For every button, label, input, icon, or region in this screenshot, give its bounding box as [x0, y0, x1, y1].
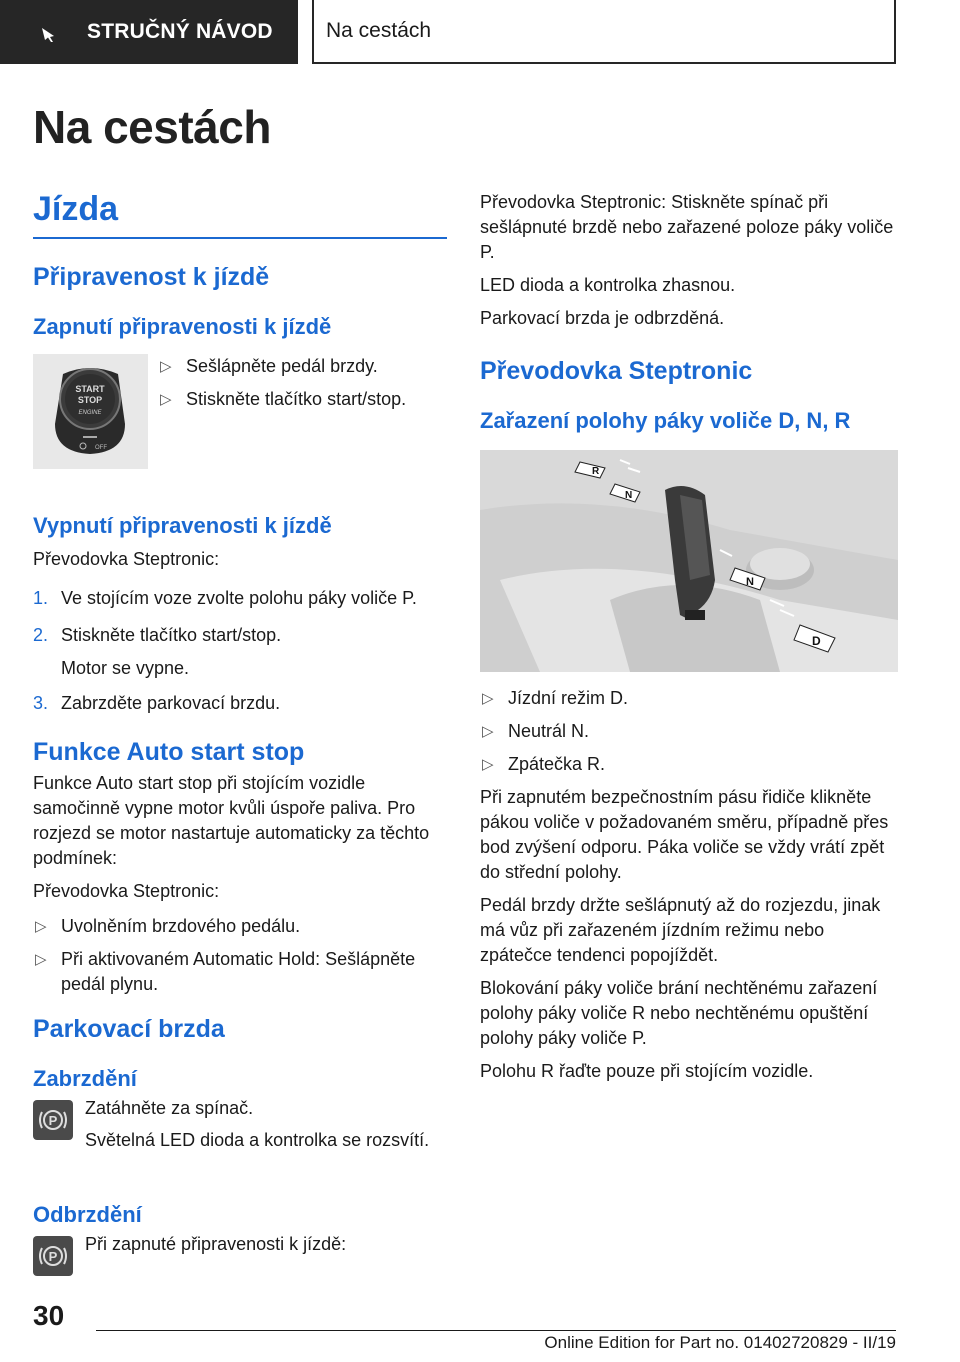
triangle-bullet-icon: ▷: [160, 391, 172, 408]
heading-apply: Zabrzdění: [33, 1066, 137, 1091]
right-para4: Polohu R řaďte pouze při stojícím vozidle.: [480, 1061, 814, 1081]
apply-p2: Světelná LED dioda a kontrolka se rozsvítí.: [85, 1130, 430, 1150]
list-item: 2. Stiskněte tlačítko start/stop. Motor se vypne.: [33, 623, 447, 681]
list-item: ▷ Stiskněte tlačítko start/stop.: [158, 387, 448, 412]
off-intro: Převodovka Steptronic:: [33, 549, 220, 569]
auto-paragraph: Funkce Auto start stop při stojícím vozidle samočinně vypne motor kvůli úspoře paliva. Pro rozjezd se motor nastartuje automaticky za těchto podmínek:: [33, 773, 430, 868]
gear-selector-image: [480, 450, 898, 672]
heading-readiness-off: Vypnutí připravenosti k jízdě: [33, 513, 332, 538]
start-label: START: [75, 384, 105, 394]
gear-label-n-bottom: N: [746, 576, 754, 588]
list-item: 1. Ve stojícím voze zvolte polohu páky voliče P.: [33, 588, 417, 608]
section-rule: [33, 237, 447, 239]
start-stop-button-image: [33, 354, 148, 469]
off-label: OFF: [95, 445, 107, 451]
readiness-on-list: [158, 354, 448, 420]
heading-release: Odbrzdění: [33, 1202, 142, 1227]
apply-block: [33, 1096, 447, 1172]
header-section-label: Na cestách: [326, 19, 432, 42]
section-title-jizda: Jízda: [33, 190, 119, 228]
heading-auto-start-stop: Funkce Auto start stop: [33, 738, 305, 766]
right-p3: Parkovací brzda je odbrzděná.: [480, 308, 725, 328]
triangle-bullet-icon: ▷: [160, 358, 172, 375]
list-item: ▷ Zpátečka R.: [480, 752, 898, 777]
quick-guide-icon: [40, 26, 62, 42]
list-item: ▷ Jízdní režim D.: [480, 686, 898, 711]
auto-intro: Převodovka Steptronic:: [33, 881, 220, 901]
list-item: ▷ Uvolněním brzdového pedálu.: [33, 914, 447, 939]
triangle-bullet-icon: ▷: [482, 690, 494, 707]
list-item: 3. Zabrzděte parkovací brzdu.: [33, 693, 281, 713]
heading-steptronic: Převodovka Steptronic: [480, 357, 753, 385]
footer-edition: Online Edition for Part no. 01402720829 - II/19: [544, 1333, 896, 1352]
gear-label-r: R: [592, 466, 600, 477]
release-p: Při zapnuté připravenosti k jízdě:: [85, 1234, 347, 1254]
stop-label: STOP: [77, 395, 103, 405]
heading-parking-brake: Parkovací brzda: [33, 1015, 225, 1043]
parking-brake-icon: [33, 1100, 73, 1140]
readiness-on-block: [33, 354, 447, 499]
engine-label: ENGINE: [78, 410, 102, 416]
gear-label-n-top: N: [625, 490, 633, 501]
page-number: 30: [33, 1300, 65, 1331]
right-para2: Pedál brzdy držte sešlápnutý až do rozjezdu, jinak má vůz při zařazeném jízdním režimu nebo zpátečce tendenci popojíždět.: [480, 895, 881, 965]
apply-p1: Zatáhněte za spínač.: [85, 1098, 254, 1118]
right-p2: LED dioda a kontrolka zhasnou.: [480, 275, 736, 295]
gear-label-d: D: [812, 634, 821, 648]
release-block: [33, 1232, 447, 1282]
right-para1: Při zapnutém bezpečnostním pásu řidiče klikněte pákou voliče v požadovaném směru, případně přes bod zvýšení odporu. Páka voliče se vždy vrátí zpět do střední polohy.: [480, 787, 889, 882]
start-stop-illustration: [33, 354, 148, 469]
list-item: ▷ Sešlápněte pedál brzdy.: [158, 354, 448, 379]
header-section: [312, 0, 896, 64]
heading-gear-positions: Zařazení polohy páky voliče D, N, R: [480, 408, 851, 433]
list-item: ▷ Neutrál N.: [480, 719, 898, 744]
footer-rule: [96, 1330, 896, 1331]
triangle-bullet-icon: ▷: [35, 918, 47, 935]
off-step2-sub: Motor se vypne.: [61, 658, 190, 678]
triangle-bullet-icon: ▷: [35, 951, 47, 968]
right-p1: Převodovka Steptronic: Stiskněte spínač při sešlápnuté brzdě nebo zařazené poloze páky voliče P.: [480, 192, 894, 262]
gear-list: [480, 686, 898, 777]
auto-list: [33, 914, 447, 997]
list-item: ▷ Při aktivovaném Automatic Hold: Sešlápněte pedál plynu.: [35, 949, 416, 994]
triangle-bullet-icon: ▷: [482, 723, 494, 740]
gear-selector-illustration: [480, 450, 898, 672]
parking-brake-icon: [33, 1236, 73, 1276]
off-steps: [33, 586, 447, 716]
left-column: [33, 190, 447, 1282]
right-para3: Blokování páky voliče brání nechtěnému zařazení polohy páky voliče R nebo nechtěnému opuštění polohy páky voliče P.: [480, 978, 878, 1048]
svg-text:P: P: [48, 1113, 58, 1128]
heading-readiness: Připravenost k jízdě: [33, 263, 270, 291]
heading-readiness-on: Zapnutí připravenosti k jízdě: [33, 314, 332, 339]
header-tab[interactable]: [0, 0, 298, 64]
header-tab-label: STRUČNÝ NÁVOD: [87, 20, 273, 43]
right-column: [480, 190, 898, 1084]
page-title: Na cestách: [33, 101, 271, 153]
svg-text:P: P: [48, 1249, 58, 1264]
triangle-bullet-icon: ▷: [482, 756, 494, 773]
